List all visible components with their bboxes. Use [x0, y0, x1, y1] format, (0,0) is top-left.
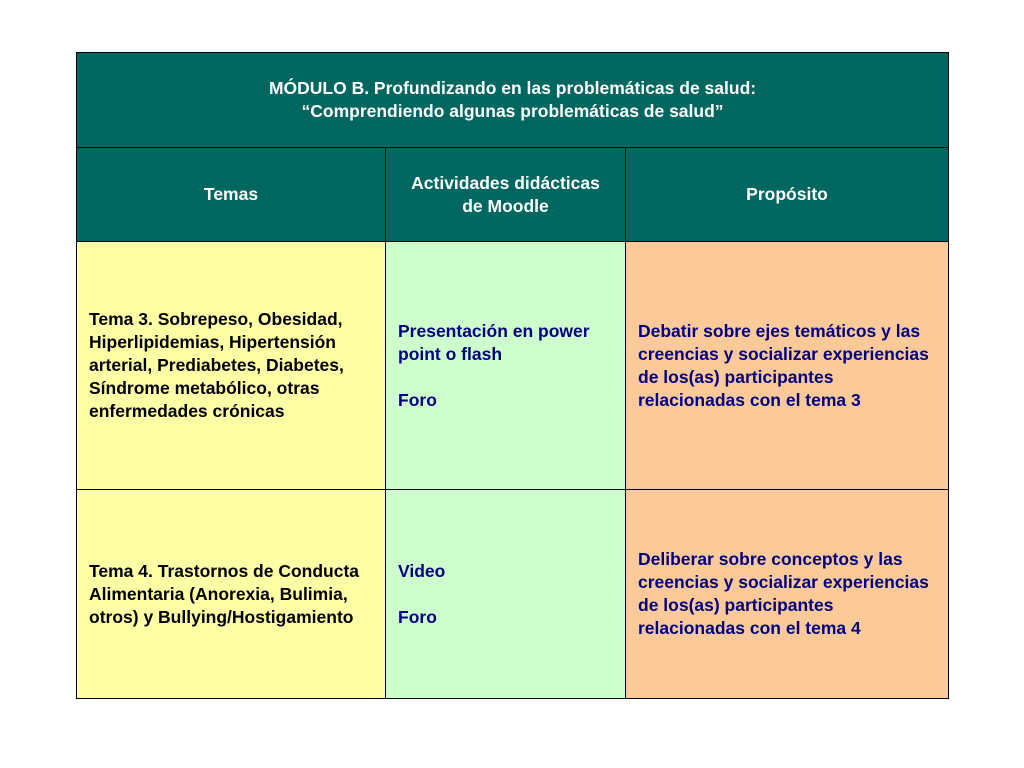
actividad-item: Video — [398, 560, 446, 581]
tema-cell: Tema 3. Sobrepeso, Obesidad, Hiperlipidemias, Hipertensión arterial, Prediabetes, Diabetes, Síndrome metabólico, otras enfermedades crónicas — [77, 242, 386, 490]
header-actividades-line-2: de Moodle — [462, 195, 549, 216]
header-actividades-line-1: Actividades didácticas — [411, 172, 600, 193]
tema-cell: Tema 4. Trastornos de Conducta Alimentaria (Anorexia, Bulimia, otros) y Bullying/Hostigamiento — [77, 490, 386, 699]
actividad-item: Foro — [398, 606, 437, 627]
actividades-cell — [386, 490, 626, 699]
table-row — [77, 242, 949, 490]
actividad-spacer — [398, 583, 617, 606]
actividad-spacer — [398, 366, 617, 389]
proposito-cell: Deliberar sobre conceptos y las creencias y socializar experiencias de los(as) participantes relacionadas con el tema 4 — [626, 490, 949, 699]
header-temas: Temas — [77, 148, 386, 242]
header-proposito: Propósito — [626, 148, 949, 242]
header-actividades — [386, 148, 626, 242]
actividades-cell — [386, 242, 626, 490]
actividad-item: Presentación en power point o flash — [398, 320, 590, 364]
module-title-line-1: MÓDULO B. Profundizando en las problemáticas de salud: — [268, 78, 757, 98]
module-title-line-2: “Comprendiendo algunas problemáticas de salud” — [301, 101, 724, 121]
module-title — [77, 53, 949, 148]
module-table — [76, 52, 949, 699]
actividad-item: Foro — [398, 389, 437, 410]
proposito-cell: Debatir sobre ejes temáticos y las creencias y socializar experiencias de los(as) participantes relacionadas con el tema 3 — [626, 242, 949, 490]
table-row — [77, 490, 949, 699]
